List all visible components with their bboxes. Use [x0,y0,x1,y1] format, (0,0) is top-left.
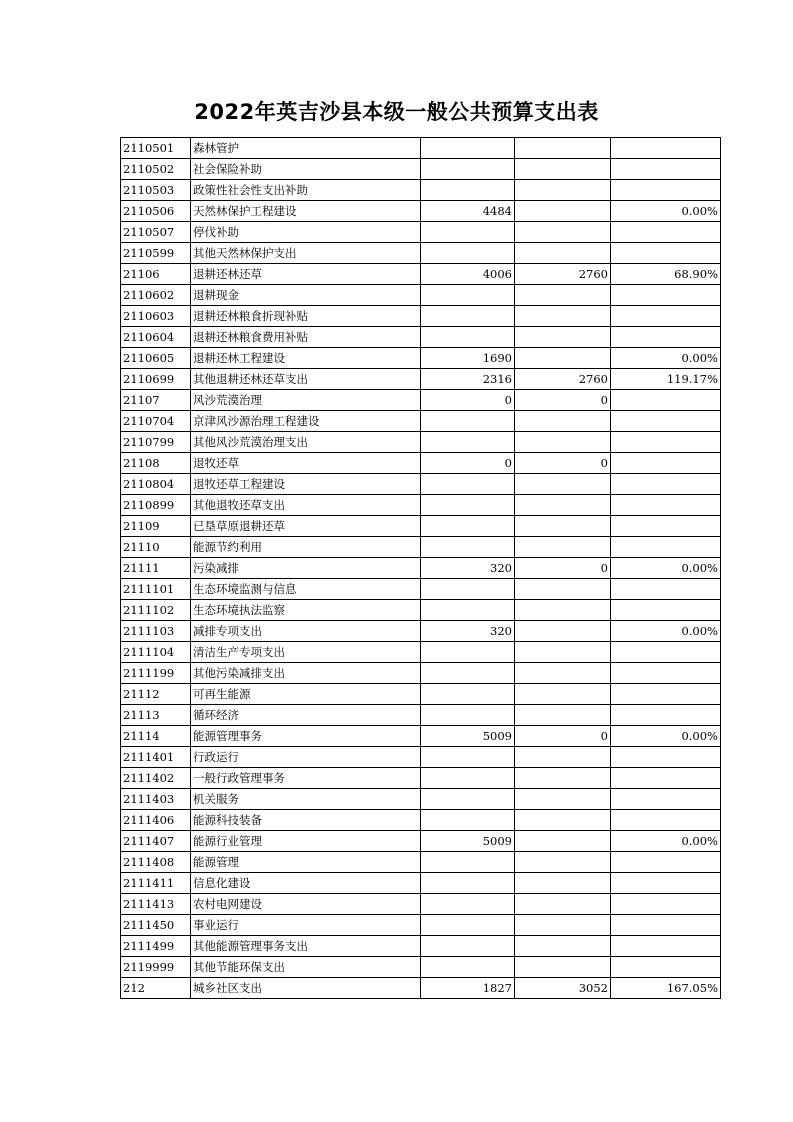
row-percentage [611,159,721,180]
row-code: 2111199 [121,663,191,684]
table-row [121,768,721,789]
table-row [121,831,721,852]
row-code: 2110506 [121,201,191,222]
row-budget-value [421,159,515,180]
row-budget-value [421,474,515,495]
row-actual-value [515,684,611,705]
row-budget-value: 0 [421,390,515,411]
row-percentage [611,894,721,915]
row-budget-value: 4484 [421,201,515,222]
table-row [121,390,721,411]
table-row [121,348,721,369]
row-actual-value [515,495,611,516]
row-budget-value [421,516,515,537]
row-actual-value [515,411,611,432]
row-percentage: 0.00% [611,201,721,222]
row-code: 2111402 [121,768,191,789]
row-percentage [611,705,721,726]
row-percentage [611,516,721,537]
row-percentage [611,474,721,495]
row-percentage [611,180,721,201]
row-budget-value: 2316 [421,369,515,390]
table-row [121,180,721,201]
table-row [121,516,721,537]
table-row [121,600,721,621]
row-code: 2111407 [121,831,191,852]
row-code: 2110502 [121,159,191,180]
row-item-name: 其他污染减排支出 [191,663,421,684]
row-actual-value [515,306,611,327]
row-item-name: 一般行政管理事务 [191,768,421,789]
row-percentage: 0.00% [611,621,721,642]
table-row [121,621,721,642]
row-item-name: 事业运行 [191,915,421,936]
table-row [121,159,721,180]
row-code: 2111450 [121,915,191,936]
row-actual-value [515,579,611,600]
row-item-name: 能源行业管理 [191,831,421,852]
table-row [121,642,721,663]
row-budget-value [421,537,515,558]
row-actual-value: 0 [515,558,611,579]
row-budget-value [421,579,515,600]
row-actual-value [515,831,611,852]
table-row [121,789,721,810]
row-item-name: 停伐补助 [191,222,421,243]
row-actual-value [515,705,611,726]
row-percentage [611,852,721,873]
row-code: 21114 [121,726,191,747]
budget-table-body [121,138,721,999]
table-row [121,474,721,495]
table-row [121,558,721,579]
row-budget-value: 5009 [421,831,515,852]
row-item-name: 退耕还林还草 [191,264,421,285]
row-budget-value: 1827 [421,978,515,999]
row-percentage [611,873,721,894]
table-row [121,264,721,285]
row-percentage [611,327,721,348]
row-percentage [611,285,721,306]
row-item-name: 风沙荒漠治理 [191,390,421,411]
row-actual-value [515,222,611,243]
row-budget-value [421,495,515,516]
row-code: 21107 [121,390,191,411]
row-item-name: 能源管理 [191,852,421,873]
table-row [121,747,721,768]
row-budget-value [421,957,515,978]
row-code: 2110507 [121,222,191,243]
row-item-name: 能源节约利用 [191,537,421,558]
row-code: 2110605 [121,348,191,369]
row-item-name: 社会保险补助 [191,159,421,180]
row-budget-value [421,432,515,453]
row-item-name: 行政运行 [191,747,421,768]
row-item-name: 其他退牧还草支出 [191,495,421,516]
row-actual-value [515,915,611,936]
row-budget-value [421,138,515,159]
row-actual-value [515,432,611,453]
row-item-name: 减排专项支出 [191,621,421,642]
row-actual-value [515,663,611,684]
row-code: 21111 [121,558,191,579]
row-percentage [611,768,721,789]
row-budget-value [421,411,515,432]
table-row [121,936,721,957]
row-item-name: 农村电网建设 [191,894,421,915]
table-row [121,726,721,747]
row-code: 2111406 [121,810,191,831]
row-code: 2110604 [121,327,191,348]
row-budget-value [421,243,515,264]
row-budget-value [421,768,515,789]
table-row [121,327,721,348]
row-code: 2110704 [121,411,191,432]
row-percentage [611,642,721,663]
row-percentage [611,957,721,978]
row-item-name: 退耕还林粮食费用补贴 [191,327,421,348]
row-actual-value [515,138,611,159]
row-code: 2110603 [121,306,191,327]
row-item-name: 退牧还草工程建设 [191,474,421,495]
row-item-name: 能源管理事务 [191,726,421,747]
row-budget-value [421,810,515,831]
row-code: 21112 [121,684,191,705]
row-percentage [611,915,721,936]
row-actual-value [515,243,611,264]
row-code: 21110 [121,537,191,558]
row-actual-value [515,810,611,831]
row-item-name: 机关服务 [191,789,421,810]
row-code: 2110501 [121,138,191,159]
table-row [121,432,721,453]
row-percentage: 68.90% [611,264,721,285]
row-item-name: 清洁生产专项支出 [191,642,421,663]
row-item-name: 其他节能环保支出 [191,957,421,978]
table-row [121,894,721,915]
row-percentage [611,243,721,264]
row-actual-value [515,747,611,768]
row-code: 2119999 [121,957,191,978]
row-budget-value [421,747,515,768]
row-percentage [611,579,721,600]
row-code: 2111403 [121,789,191,810]
row-budget-value [421,222,515,243]
table-row [121,495,721,516]
row-code: 21113 [121,705,191,726]
row-actual-value [515,936,611,957]
row-percentage [611,663,721,684]
row-percentage [611,600,721,621]
row-code: 2111101 [121,579,191,600]
row-actual-value [515,474,611,495]
row-percentage [611,222,721,243]
table-row [121,201,721,222]
table-row [121,705,721,726]
table-row [121,138,721,159]
row-code: 2111103 [121,621,191,642]
row-item-name: 信息化建设 [191,873,421,894]
row-actual-value [515,642,611,663]
table-row [121,915,721,936]
row-item-name: 循环经济 [191,705,421,726]
row-code: 2110699 [121,369,191,390]
row-percentage: 0.00% [611,726,721,747]
row-code: 2110602 [121,285,191,306]
row-item-name: 退耕现金 [191,285,421,306]
row-item-name: 生态环境监测与信息 [191,579,421,600]
table-row [121,957,721,978]
row-percentage [611,810,721,831]
row-code: 2111408 [121,852,191,873]
row-percentage [611,936,721,957]
row-actual-value: 0 [515,390,611,411]
row-item-name: 其他风沙荒漠治理支出 [191,432,421,453]
row-budget-value [421,285,515,306]
row-code: 2110804 [121,474,191,495]
row-item-name: 森林管护 [191,138,421,159]
table-row [121,663,721,684]
row-percentage [611,411,721,432]
row-budget-value [421,663,515,684]
row-item-name: 其他退耕还林还草支出 [191,369,421,390]
row-item-name: 政策性社会性支出补助 [191,180,421,201]
row-percentage: 0.00% [611,831,721,852]
row-item-name: 生态环境执法监察 [191,600,421,621]
row-code: 2111413 [121,894,191,915]
row-actual-value [515,516,611,537]
row-percentage [611,138,721,159]
row-percentage [611,789,721,810]
row-actual-value: 2760 [515,369,611,390]
row-budget-value [421,642,515,663]
row-budget-value: 0 [421,453,515,474]
table-row [121,222,721,243]
budget-table [120,137,721,999]
row-item-name: 能源科技装备 [191,810,421,831]
row-percentage [611,390,721,411]
row-item-name: 京津风沙源治理工程建设 [191,411,421,432]
row-actual-value: 2760 [515,264,611,285]
table-row [121,852,721,873]
row-percentage [611,495,721,516]
row-code: 2110599 [121,243,191,264]
row-budget-value [421,306,515,327]
row-code: 21106 [121,264,191,285]
row-percentage [611,684,721,705]
row-actual-value: 0 [515,726,611,747]
row-item-name: 其他能源管理事务支出 [191,936,421,957]
row-item-name: 城乡社区支出 [191,978,421,999]
row-actual-value [515,768,611,789]
table-row [121,285,721,306]
row-actual-value [515,957,611,978]
row-actual-value [515,600,611,621]
row-actual-value [515,180,611,201]
row-actual-value [515,789,611,810]
row-budget-value [421,936,515,957]
row-budget-value [421,180,515,201]
row-code: 2111401 [121,747,191,768]
row-item-name: 已垦草原退耕还草 [191,516,421,537]
table-row [121,684,721,705]
row-actual-value: 0 [515,453,611,474]
row-actual-value [515,159,611,180]
row-percentage: 167.05% [611,978,721,999]
row-actual-value [515,894,611,915]
row-percentage [611,537,721,558]
row-percentage [611,453,721,474]
table-row [121,537,721,558]
row-budget-value [421,873,515,894]
row-actual-value [515,285,611,306]
row-item-name: 污染减排 [191,558,421,579]
row-budget-value [421,789,515,810]
row-actual-value [515,201,611,222]
row-percentage [611,432,721,453]
row-actual-value [515,327,611,348]
table-row [121,873,721,894]
row-budget-value [421,600,515,621]
row-actual-value [515,348,611,369]
row-item-name: 退牧还草 [191,453,421,474]
row-budget-value: 320 [421,621,515,642]
row-budget-value: 1690 [421,348,515,369]
table-row [121,306,721,327]
row-actual-value [515,621,611,642]
row-percentage: 0.00% [611,558,721,579]
row-budget-value: 320 [421,558,515,579]
row-code: 2111411 [121,873,191,894]
row-item-name: 其他天然林保护支出 [191,243,421,264]
row-actual-value [515,852,611,873]
row-percentage: 0.00% [611,348,721,369]
row-actual-value: 3052 [515,978,611,999]
table-row [121,411,721,432]
page-title: 2022年英吉沙县本级一般公共预算支出表 [194,100,599,124]
row-actual-value [515,537,611,558]
row-budget-value [421,327,515,348]
row-code: 212 [121,978,191,999]
row-code: 2111104 [121,642,191,663]
row-item-name: 退耕还林粮食折现补贴 [191,306,421,327]
row-code: 21109 [121,516,191,537]
table-row [121,369,721,390]
table-row [121,453,721,474]
table-row [121,810,721,831]
row-budget-value: 5009 [421,726,515,747]
row-code: 2111499 [121,936,191,957]
row-code: 2110503 [121,180,191,201]
row-code: 21108 [121,453,191,474]
row-budget-value [421,915,515,936]
row-item-name: 可再生能源 [191,684,421,705]
row-percentage: 119.17% [611,369,721,390]
row-percentage [611,306,721,327]
row-budget-value: 4006 [421,264,515,285]
row-code: 2110899 [121,495,191,516]
row-item-name: 天然林保护工程建设 [191,201,421,222]
table-row [121,978,721,999]
row-budget-value [421,684,515,705]
row-actual-value [515,873,611,894]
table-row [121,243,721,264]
row-budget-value [421,705,515,726]
row-budget-value [421,852,515,873]
row-percentage [611,747,721,768]
row-code: 2110799 [121,432,191,453]
table-row [121,579,721,600]
row-item-name: 退耕还林工程建设 [191,348,421,369]
row-code: 2111102 [121,600,191,621]
row-budget-value [421,894,515,915]
